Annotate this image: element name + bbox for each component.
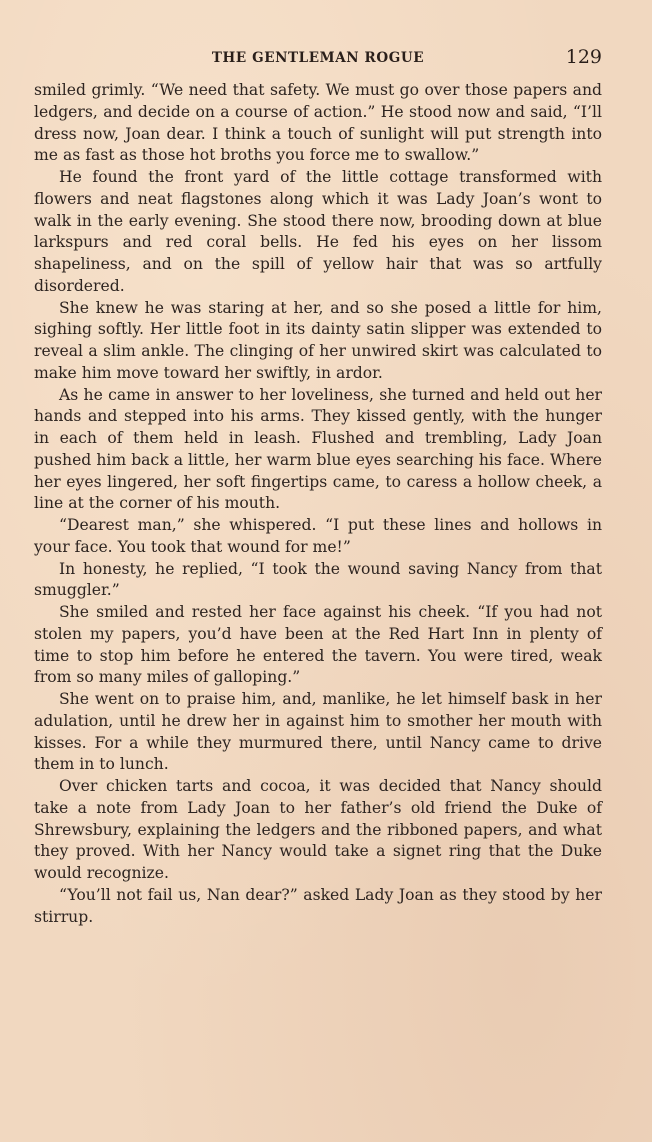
paragraph: smiled grimly. “We need that safety. We must go over those papers and ledgers, and decide on a course of action.” He stood now and said, “I’ll dress now, Joan dear. I think a touch of sunlight will put strength into me as fast as those hot broths you force me to swallow.” — [34, 81, 602, 165]
paragraph: He found the front yard of the little cottage transformed with flowers and neat flagstones along which it was Lady Joan’s wont to walk in the early evening. She stood there now, brooding down at blue larkspurs and red coral bells. He fed his eyes on her lissom shapeliness, and on the spill of yellow hair that was so artfully disordered. — [34, 168, 602, 295]
paragraph: She knew he was staring at her, and so she posed a little for him, sighing softly. Her little foot in its dainty satin slipper was extended to reveal a slim ankle. The clinging of her unwired skirt was calculated to make him move toward her swiftly, in ardor. — [34, 298, 602, 382]
running-title: THE GENTLEMAN ROGUE — [211, 50, 425, 66]
paragraph: She smiled and rested her face against his cheek. “If you had not stolen my papers, you’d have been at the Red Hart Inn in plenty of time to stop him before he entered the tavern. You were tired, weak from so many miles of galloping.” — [34, 603, 602, 687]
paragraph: As he came in answer to her loveliness, she turned and held out her hands and stepped into his arms. They kissed gently, with the hunger in each of them held in leash. Flushed and trembling, Lady Joan pushed him back a little, her warm blue eyes searching his face. Where her eyes lingered, her soft fingertips came, to caress a hollow cheek, a line at the corner of his mouth. — [34, 385, 602, 513]
page-header — [34, 46, 602, 72]
paragraph: “Dearest man,” she whispered. “I put these lines and hollows in your face. You took that wound for me!” — [34, 516, 602, 556]
page-number: 129 — [565, 46, 602, 68]
paragraph: “You’ll not fail us, Nan dear?” asked Lady Joan as they stood by her stirrup. — [34, 885, 602, 926]
paragraph: Over chicken tarts and cocoa, it was decided that Nancy should take a note from Lady Joan to her father’s old friend the Duke of Shrewsbury, explaining the ledgers and the ribboned papers, and what they proved. With her Nancy would take a signet ring that the Duke would recognize. — [34, 777, 602, 882]
paragraph: In honesty, he replied, “I took the wound saving Nancy from that smuggler.” — [34, 559, 602, 600]
body-text — [34, 80, 602, 928]
paragraph: She went on to praise him, and, manlike, he let himself bask in her adulation, until he drew her in against him to smother her mouth with kisses. For a while they murmured there, until Nancy came to drive them in to lunch. — [34, 690, 602, 774]
